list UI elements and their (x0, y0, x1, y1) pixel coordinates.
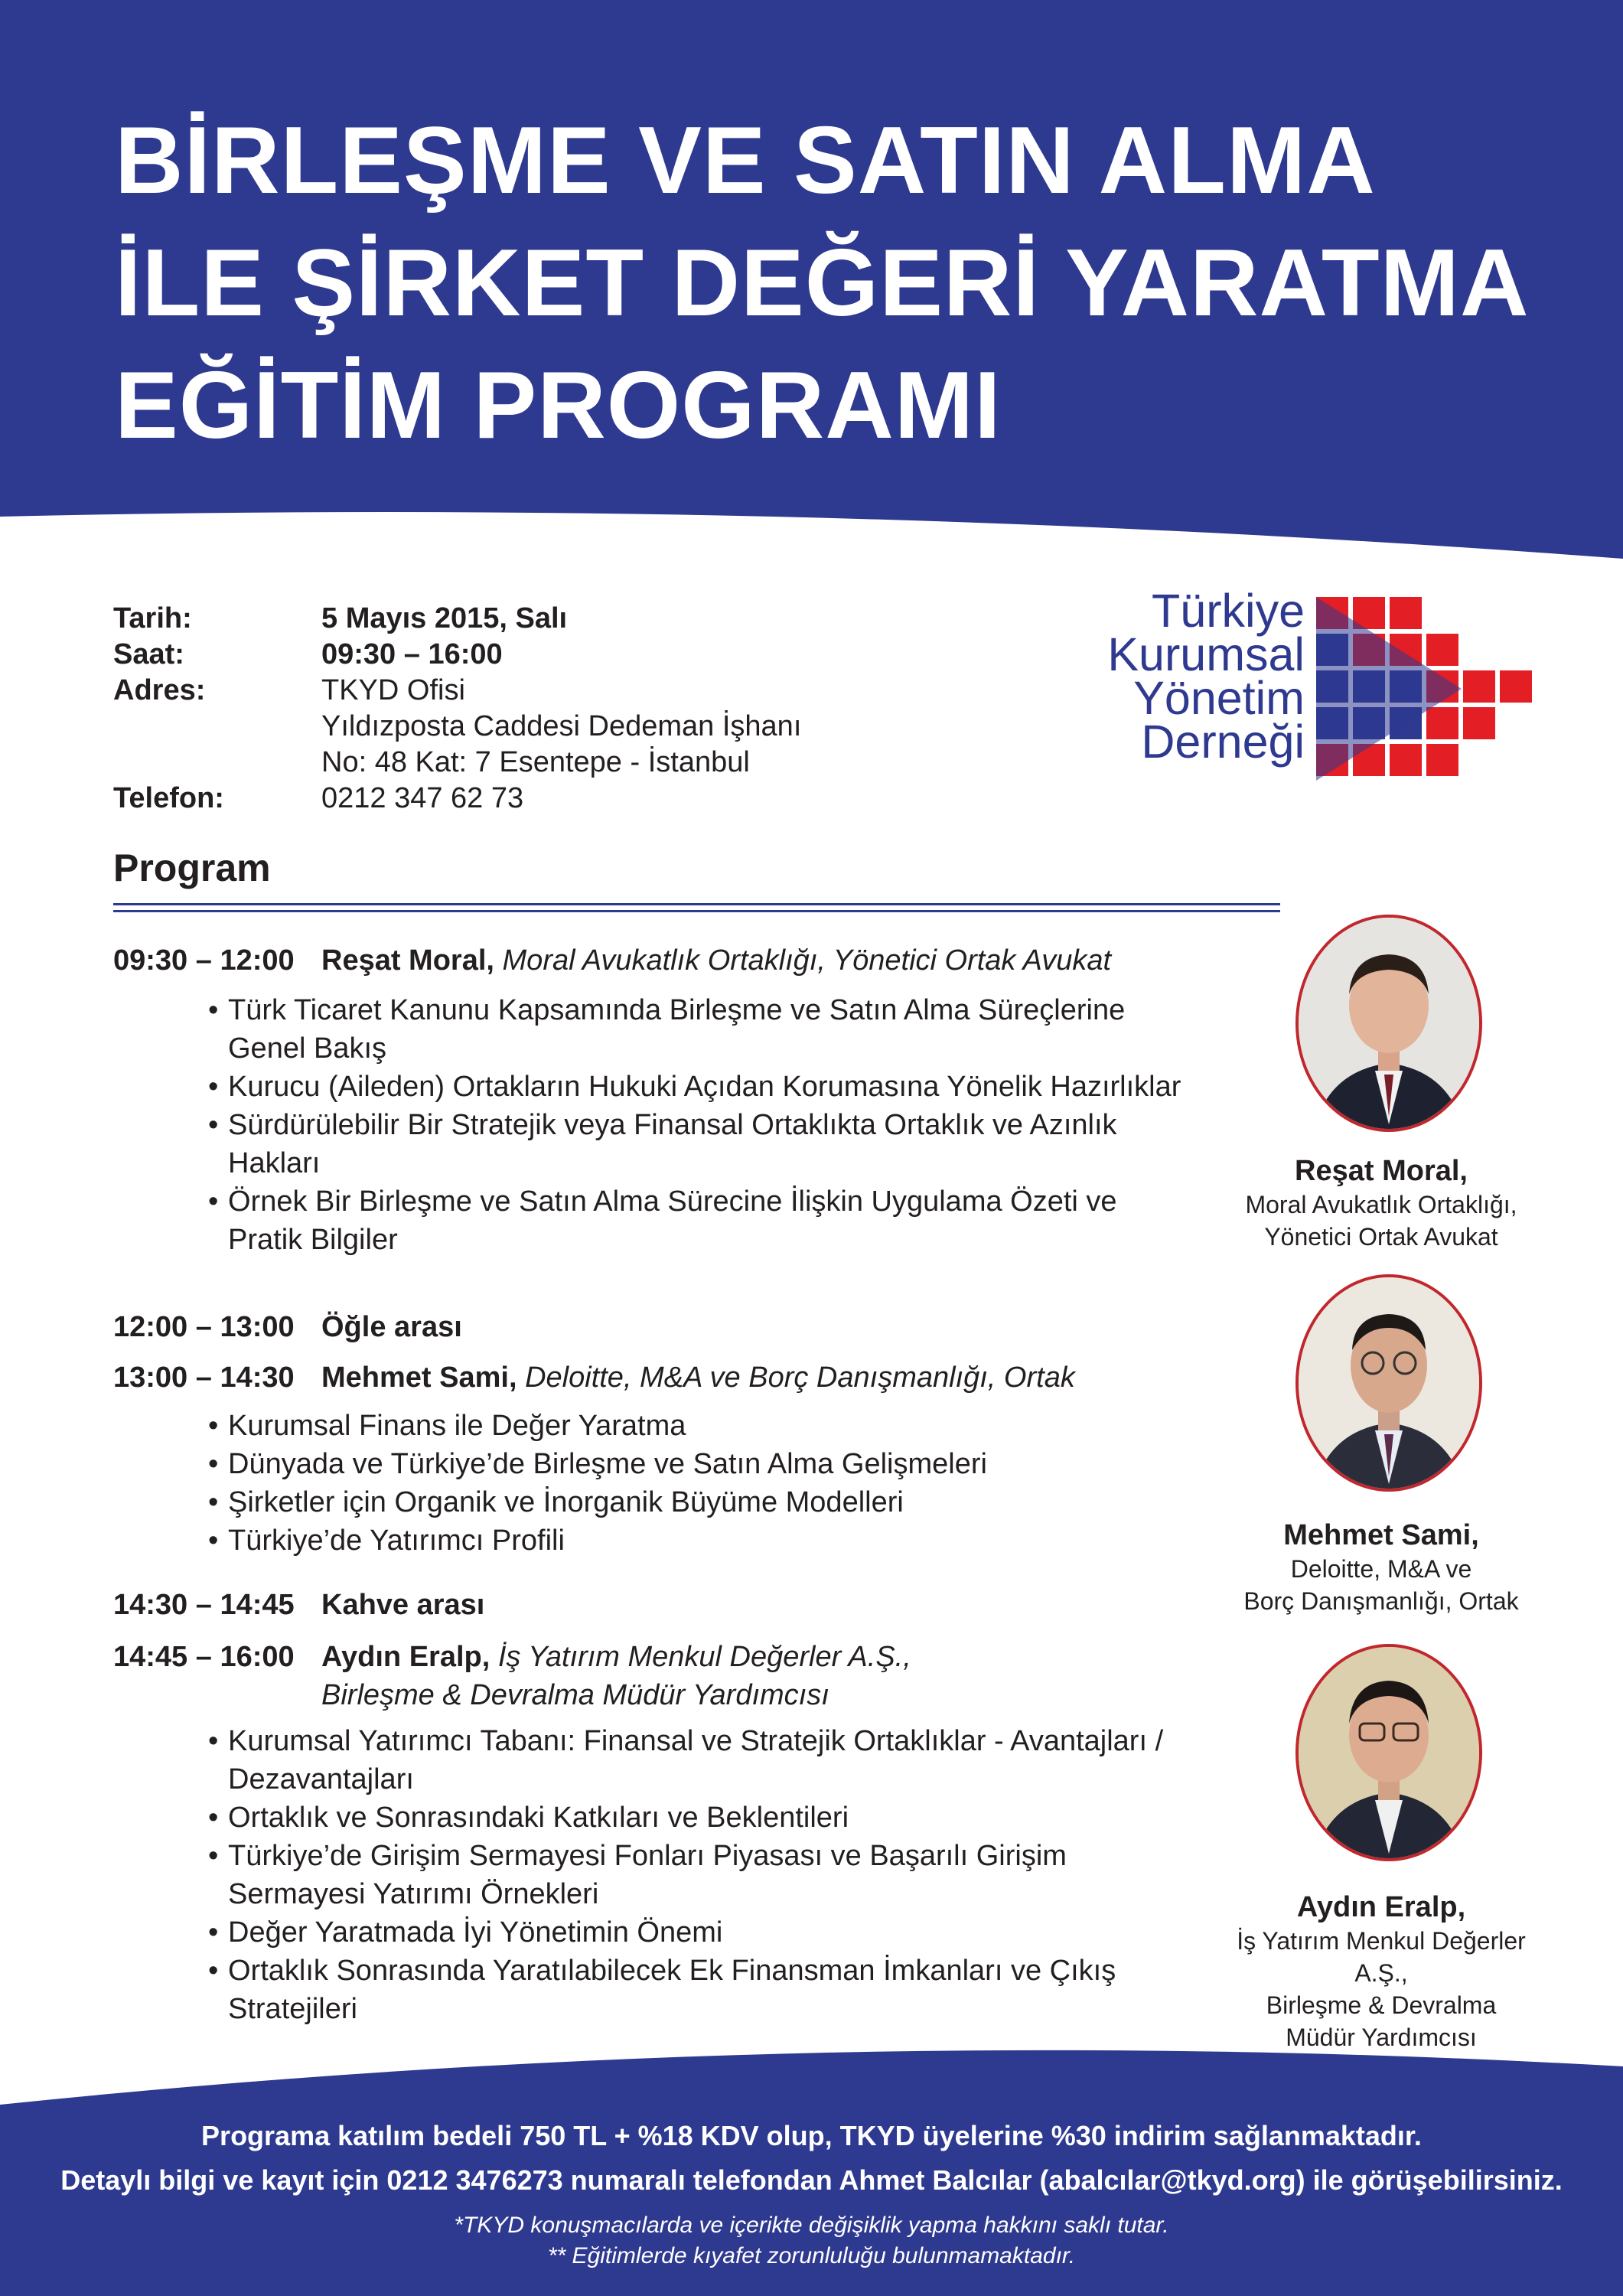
footer-note-2: ** Eğitimlerde kıyafet zorunluluğu bulunmamaktadır. (547, 2243, 1076, 2268)
title-line-2: İLE ŞİRKET DEĞERİ YARATMA (115, 230, 1530, 336)
topic-item: • Kurucu (Aileden) Ortakların Hukuki Açıdan Korumasına Yönelik Hazırlıklar (208, 1068, 1188, 1106)
topic-item: • Ortaklık ve Sonrasındaki Katkıları ve Beklentileri (208, 1799, 1188, 1837)
topic-item: • Türkiye’de Girişim Sermayesi Fonları Piyasası ve Başarılı Girişim Sermayesi Yatırımı Örnekleri (208, 1837, 1188, 1913)
logo-line-2: Kurumsal (1107, 628, 1305, 680)
topic-item: • Değer Yaratmada İyi Yönetimin Önemi (208, 1913, 1188, 1952)
address-line-3: No: 48 Kat: 7 Esentepe - İstanbul (321, 746, 750, 778)
session-time: 14:45 – 16:00 (113, 1641, 295, 1673)
avatar (1299, 1647, 1479, 1858)
session-1-topics (208, 991, 1188, 1259)
topic-item: • Kurumsal Yatırımcı Tabanı: Finansal ve Stratejik Ortaklıklar - Avantajları / Dezavantajları (208, 1722, 1188, 1799)
logo-line-4: Derneği (1141, 716, 1305, 768)
avatar (1299, 918, 1479, 1129)
speaker-photo-resat-moral (1295, 915, 1482, 1132)
phone-label: Telefon: (113, 782, 224, 814)
topic-item: • Örnek Bir Birleşme ve Satın Alma Sürecine İlişkin Uygulama Özeti ve Pratik Bilgiler (208, 1182, 1188, 1259)
session-3-topics (208, 1722, 1188, 2028)
title-line-1: BİRLEŞME VE SATIN ALMA (115, 108, 1376, 214)
session-header (321, 1358, 1316, 1397)
session-header (321, 941, 1316, 980)
time-label: Saat: (113, 638, 184, 670)
topic-item: • Şirketler için Organik ve İnorganik Büyüme Modelleri (208, 1483, 1188, 1521)
footer-note-1: *TKYD konuşmacılarda ve içerikte değişiklik yapma hakkını saklı tutar. (454, 2213, 1169, 2238)
page-title (115, 99, 1530, 467)
speaker-name: Mehmet Sami, (1283, 1519, 1479, 1551)
logo-grid-icon (1316, 597, 1534, 796)
session-speaker: Mehmet Sami, (321, 1362, 517, 1394)
address-line-1: TKYD Ofisi (321, 674, 465, 706)
speaker-caption-3 (1209, 1890, 1553, 2053)
session-break-label: Öğle arası (321, 1311, 462, 1343)
topic-item: • Sürdürülebilir Bir Stratejik veya Finansal Ortaklıkta Ortaklık ve Azınlık Hakları (208, 1106, 1188, 1182)
footer (0, 2114, 1623, 2272)
date-value: 5 Mayıs 2015, Salı (321, 602, 568, 634)
address-line-2: Yıldızposta Caddesi Dedeman İşhanı (321, 710, 802, 742)
footer-contact-line: Detaylı bilgi ve kayıt için 0212 3476273 numaralı telefondan Ahmet Balcılar (abalcılar@tkyd.org) ile görüşebilirsiniz. (60, 2164, 1563, 2196)
tkyd-logo (1071, 585, 1530, 796)
title-line-3: EĞİTİM PROGRAMI (115, 353, 1002, 458)
logo-text (1071, 585, 1305, 768)
phone-value: 0212 347 62 73 (321, 782, 524, 814)
topic-item: • Ortaklık Sonrasında Yaratılabilecek Ek Finansman İmkanları ve Çıkış Stratejileri (208, 1952, 1188, 2028)
topic-item: • Dünyada ve Türkiye’de Birleşme ve Satın Alma Gelişmeleri (208, 1445, 1188, 1483)
session-speaker: Reşat Moral, (321, 944, 494, 977)
date-label: Tarih: (113, 602, 192, 634)
speaker-photo-aydin-eralp (1295, 1644, 1482, 1861)
topic-item: • Kurumsal Finans ile Değer Yaratma (208, 1407, 1188, 1445)
topic-item: • Türk Ticaret Kanunu Kapsamında Birleşme ve Satın Alma Süreçlerine Genel Bakış (208, 991, 1188, 1068)
avatar (1299, 1277, 1479, 1489)
address-label: Adres: (113, 674, 206, 706)
time-value: 09:30 – 16:00 (321, 638, 503, 670)
session-time: 12:00 – 13:00 (113, 1311, 295, 1343)
speaker-caption-2 (1209, 1518, 1553, 1617)
session-role: İş Yatırım Menkul Değerler A.Ş., (497, 1641, 911, 1673)
speaker-caption-1 (1209, 1153, 1553, 1253)
session-role-2: Birleşme & Devralma Müdür Yardımcısı (321, 1679, 829, 1711)
session-role: Moral Avukatlık Ortaklığı, Yönetici Ortak Avukat (502, 944, 1112, 977)
speaker-role: İş Yatırım Menkul Değerler A.Ş., Birleşme & Devralma Müdür Yardımcısı (1237, 1927, 1526, 2051)
logo-line-1: Türkiye (1152, 585, 1305, 637)
topic-item: • Türkiye’de Yatırımcı Profili (208, 1521, 1188, 1560)
speaker-role: Moral Avukatlık Ortaklığı, Yönetici Ortak Avukat (1245, 1191, 1517, 1251)
session-2-topics (208, 1407, 1188, 1560)
speaker-role: Deloitte, M&A ve Borç Danışmanlığı, Ortak (1243, 1555, 1519, 1615)
divider-rule (113, 903, 1280, 905)
session-role: Deloitte, M&A ve Borç Danışmanlığı, Ortak (525, 1362, 1075, 1394)
session-time: 09:30 – 12:00 (113, 944, 295, 977)
speaker-name: Reşat Moral, (1295, 1155, 1468, 1187)
event-info (113, 601, 801, 817)
speaker-name: Aydın Eralp, (1296, 1891, 1466, 1923)
divider-rule (113, 910, 1280, 912)
session-header (321, 1638, 1316, 1714)
session-time: 13:00 – 14:30 (113, 1362, 295, 1394)
program-heading: Program (113, 846, 271, 889)
session-break-label: Kahve arası (321, 1589, 485, 1621)
logo-line-3: Yönetim (1133, 672, 1305, 724)
speaker-photo-mehmet-sami (1295, 1274, 1482, 1492)
footer-fee-line: Programa katılım bedeli 750 TL + %18 KDV olup, TKYD üyelerine %30 indirim sağlanmaktadır. (201, 2120, 1422, 2151)
session-time: 14:30 – 14:45 (113, 1589, 295, 1621)
session-speaker: Aydın Eralp, (321, 1641, 490, 1673)
